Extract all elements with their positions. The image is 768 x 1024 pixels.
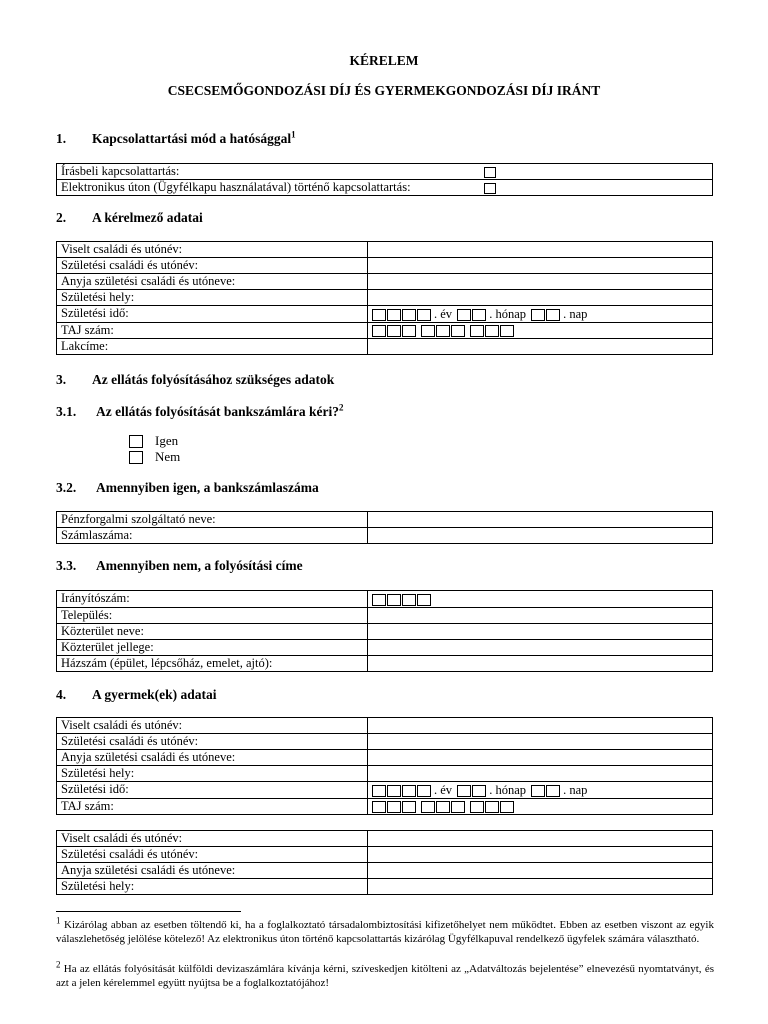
table-row <box>57 798 713 815</box>
applicant-name-field[interactable] <box>368 242 713 258</box>
street-name-label: Közterület neve: <box>57 623 368 639</box>
applicant-taj-field[interactable] <box>368 322 713 339</box>
section-4-heading: 4. A gyermek(ek) adatai <box>56 687 217 702</box>
child1-birth-date-field: . év . hónap . nap <box>368 782 713 799</box>
child1-name-field[interactable] <box>368 718 713 734</box>
child2-birth-name-field[interactable] <box>368 847 713 863</box>
street-name-field[interactable] <box>368 623 713 639</box>
settlement-field[interactable] <box>368 607 713 623</box>
postal-code-field[interactable] <box>368 591 713 608</box>
table-row <box>57 591 713 608</box>
child2-name-label: Viselt családi és utónév: <box>57 831 368 847</box>
applicant-taj-label: TAJ szám: <box>57 322 368 339</box>
contact-electronic-cell <box>480 180 713 196</box>
contact-written-label: Írásbeli kapcsolattartás: <box>57 164 481 180</box>
contact-method-table <box>56 163 713 196</box>
day-boxes[interactable] <box>531 307 561 322</box>
applicant-birth-name-label: Születési családi és utónév: <box>57 258 368 274</box>
child1-taj-field[interactable] <box>368 798 713 815</box>
applicant-address-field[interactable] <box>368 339 713 355</box>
applicant-address-label: Lakcíme: <box>57 339 368 355</box>
table-row <box>57 258 713 274</box>
contact-electronic-label: Elektronikus úton (Ügyfélkapu használatával) történő kapcsolattartás: <box>57 180 481 196</box>
child2-birth-name-label: Születési családi és utónév: <box>57 847 368 863</box>
option-no-checkbox[interactable] <box>129 451 143 464</box>
child1-birth-place-label: Születési hely: <box>57 766 368 782</box>
footnote-2: $^2$ Ha az ellátás folyósítását külföldi devizaszámlára kívánja kérni, szíveskedjen kitölteni az „Adatváltozás bejelentése” elnevezésű nyomtatványt, és azt a jelen kérelemmel együtt nyújtsa be a foglalkoztatójához! <box>56 959 714 989</box>
table-row <box>57 164 713 180</box>
table-row <box>57 847 713 863</box>
table-row <box>57 655 713 671</box>
table-row <box>57 512 713 528</box>
child1-birth-place-field[interactable] <box>368 766 713 782</box>
child1-taj-label: TAJ szám: <box>57 798 368 815</box>
bank-account-field[interactable] <box>368 528 713 544</box>
child2-mother-name-label: Anyja születési családi és utóneve: <box>57 863 368 879</box>
table-row <box>57 718 713 734</box>
year-boxes[interactable] <box>372 307 432 322</box>
child1-birth-name-label: Születési családi és utónév: <box>57 734 368 750</box>
postal-code-label: Irányítószám: <box>57 591 368 608</box>
section-2-heading: 2. A kérelmező adatai <box>56 210 203 225</box>
table-row <box>57 339 713 355</box>
settlement-label: Település: <box>57 607 368 623</box>
applicant-birth-place-label: Születési hely: <box>57 290 368 306</box>
table-row <box>57 831 713 847</box>
table-row <box>57 766 713 782</box>
table-row <box>57 306 713 323</box>
table-row <box>57 863 713 879</box>
table-row <box>57 623 713 639</box>
form-subtitle: CSECSEMŐGONDOZÁSI DÍJ ÉS GYERMEKGONDOZÁSI DÍJ IRÁNT <box>167 83 601 98</box>
option-yes[interactable]: Igen <box>129 433 180 449</box>
table-row <box>57 274 713 290</box>
child1-mother-name-label: Anyja születési családi és utóneve: <box>57 750 368 766</box>
child2-mother-name-field[interactable] <box>368 863 713 879</box>
table-row <box>57 528 713 544</box>
house-number-field[interactable] <box>368 655 713 671</box>
street-type-field[interactable] <box>368 639 713 655</box>
form-title: KÉRELEM <box>349 53 419 68</box>
child2-name-field[interactable] <box>368 831 713 847</box>
child1-birth-name-field[interactable] <box>368 734 713 750</box>
footnote-divider <box>56 911 241 912</box>
applicant-mother-name-label: Anyja születési családi és utóneve: <box>57 274 368 290</box>
section-3-3-heading: 3.3. Amennyiben nem, a folyósítási címe <box>56 558 303 573</box>
child1-birth-date-label: Születési idő: <box>57 782 368 799</box>
footnote-1: $^1$ Kizárólag abban az esetben töltendő ki, ha a foglalkoztató társadalombiztosítási kifizetőhelyet nem működtet. Ebben az esetben viszont az egyik válaszlehetőség jelölése kötelező! Az elektronikus úton történő kapcsolattartás kizárólag Ügyfélkapuval rendelkező ügyfelek számára választható. <box>56 915 714 945</box>
table-row <box>57 322 713 339</box>
day-boxes[interactable] <box>531 783 561 798</box>
contact-written-cell <box>480 164 713 180</box>
child-2-table <box>56 830 713 895</box>
table-row <box>57 180 713 196</box>
applicant-birth-date-label: Születési idő: <box>57 306 368 323</box>
table-row <box>57 607 713 623</box>
address-table <box>56 590 713 672</box>
bank-provider-label: Pénzforgalmi szolgáltató neve: <box>57 512 368 528</box>
section-3-2-heading: 3.2. Amennyiben igen, a bankszámlaszáma <box>56 480 319 495</box>
table-row <box>57 639 713 655</box>
street-type-label: Közterület jellege: <box>57 639 368 655</box>
section-1-heading: 1. Kapcsolattartási mód a hatósággal$^1$ <box>56 129 296 146</box>
child2-birth-place-label: Születési hely: <box>57 879 368 895</box>
applicant-mother-name-field[interactable] <box>368 274 713 290</box>
child1-mother-name-field[interactable] <box>368 750 713 766</box>
child1-name-label: Viselt családi és utónév: <box>57 718 368 734</box>
option-yes-checkbox[interactable] <box>129 435 143 448</box>
child-1-table <box>56 717 713 815</box>
child2-birth-place-field[interactable] <box>368 879 713 895</box>
table-row <box>57 290 713 306</box>
section-3-heading: 3. Az ellátás folyósításához szükséges adatok <box>56 372 335 387</box>
option-no[interactable]: Nem <box>129 449 180 465</box>
table-row <box>57 242 713 258</box>
bank-account-options <box>129 433 180 465</box>
month-boxes[interactable] <box>457 307 487 322</box>
applicant-name-label: Viselt családi és utónév: <box>57 242 368 258</box>
table-row <box>57 879 713 895</box>
applicant-birth-place-field[interactable] <box>368 290 713 306</box>
contact-electronic-checkbox[interactable] <box>484 183 496 194</box>
applicant-birth-date-field: . év . hónap . nap <box>368 306 713 323</box>
contact-written-checkbox[interactable] <box>484 167 496 178</box>
bank-table <box>56 511 713 544</box>
house-number-label: Házszám (épület, lépcsőház, emelet, ajtó): <box>57 655 368 671</box>
applicant-birth-name-field[interactable] <box>368 258 713 274</box>
bank-account-label: Számlaszáma: <box>57 528 368 544</box>
year-boxes[interactable] <box>372 783 432 798</box>
table-row <box>57 782 713 799</box>
table-row <box>57 750 713 766</box>
month-boxes[interactable] <box>457 783 487 798</box>
table-row <box>57 734 713 750</box>
applicant-table <box>56 241 713 355</box>
bank-provider-field[interactable] <box>368 512 713 528</box>
section-3-1-heading: 3.1. Az ellátás folyósítását bankszámlára kéri?$^2$ <box>56 402 344 419</box>
